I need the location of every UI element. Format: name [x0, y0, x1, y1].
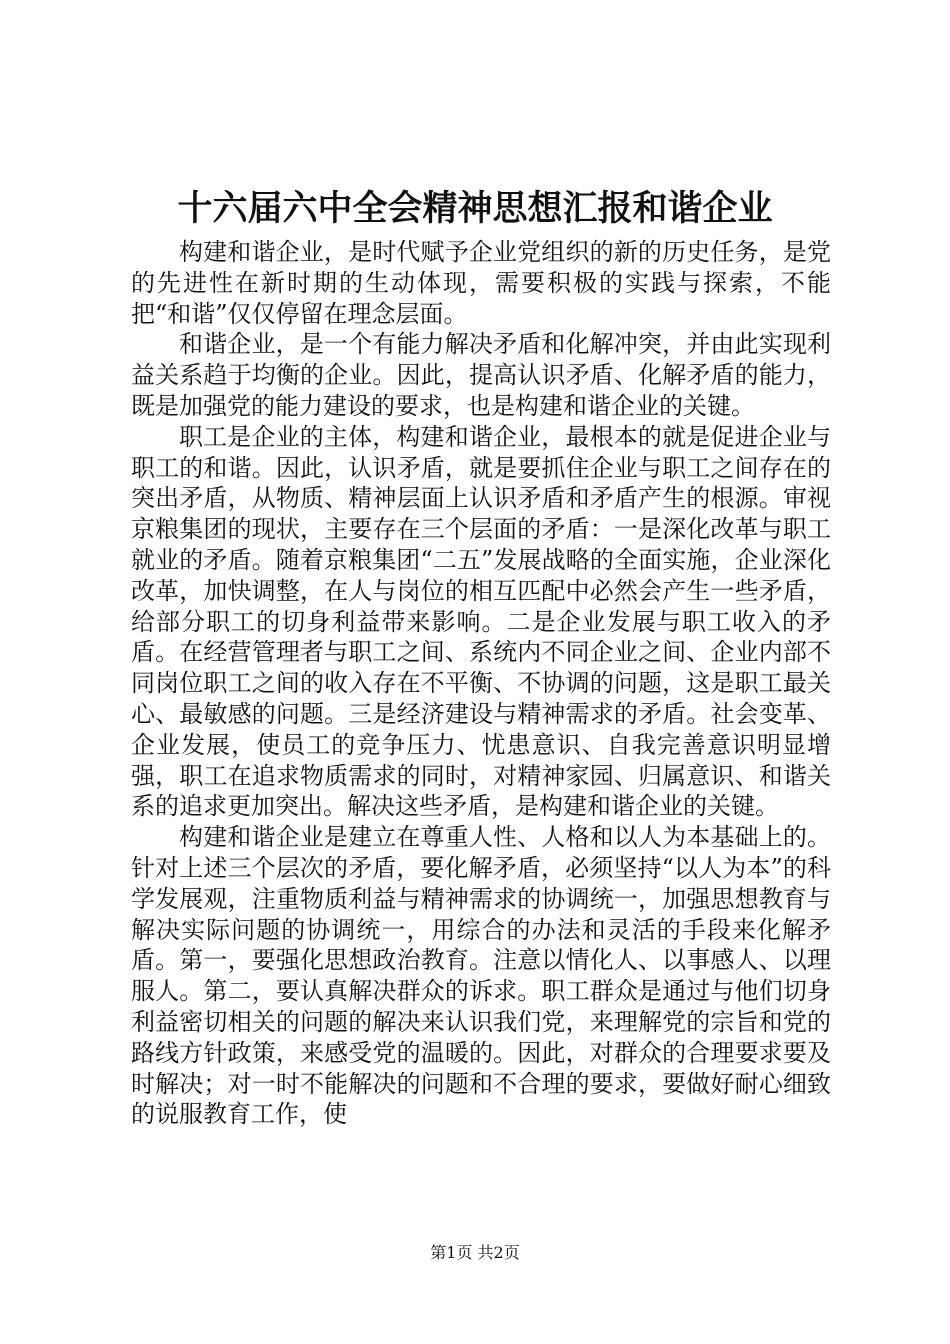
- document-title: 十六届六中全会精神思想汇报和谐企业: [177, 188, 773, 229]
- page-number: 第1页 共2页: [430, 1243, 520, 1262]
- paragraph-2: 和谐企业，是一个有能力解决矛盾和化解冲突，并由此实现利益关系趋于均衡的企业。因此，提高认识矛盾、化解矛盾的能力，既是加强党的能力建设的要求，也是构建和谐企业的关键。: [131, 330, 831, 420]
- paragraph-3: 职工是企业的主体，构建和谐企业，最根本的就是促进企业与职工的和谐。因此，认识矛盾，就是要抓住企业与职工之间存在的突出矛盾，从物质、精神层面上认识矛盾和矛盾产生的根源。审视京粮集团的现状，主要存在三个层面的矛盾：一是深化改革与职工就业的矛盾。随着京粮集团“二五”发展战略的全面实施，企业深化改革，加快调整，在人与岗位的相互匹配中必然会产生一些矛盾，给部分职工的切身利益带来影响。二是企业发展与职工收入的矛盾。在经营管理者与职工之间、系统内不同企业之间、企业内部不同岗位职工之间的收入存在不平衡、不协调的问题，这是职工最关心、最敏感的问题。三是经济建设与精神需求的矛盾。社会变革、企业发展，使员工的竞争压力、忧患意识、自我完善意识明显增强，职工在追求物质需求的同时，对精神家园、归属意识、和谐关系的追求更加突出。解决这些矛盾，是构建和谐企业的关键。: [131, 422, 831, 821]
- paragraph-4: 构建和谐企业是建立在尊重人性、人格和以人为本基础上的。针对上述三个层次的矛盾，要化解矛盾，必须坚持“以人为本”的科学发展观，注重物质利益与精神需求的协调统一，加强思想教育与解决实际问题的协调统一，用综合的办法和灵活的手段来化解矛盾。第一，要强化思想政治教育。注意以情化人、以事感人、以理服人。第二，要认真解决群众的诉求。职工群众是通过与他们切身利益密切相关的问题的解决来认识我们党，来理解党的宗旨和党的路线方针政策，来感受党的温暖的。因此，对群众的合理要求要及时解决；对一时不能解决的问题和不合理的要求，要做好耐心细致的说服教育工作，使: [131, 823, 831, 1129]
- document-body: [131, 237, 831, 1130]
- paragraph-1: 构建和谐企业，是时代赋予企业党组织的新的历史任务，是党的先进性在新时期的生动体现，需要积极的实践与探索，不能把“和谐”仅仅停留在理念层面。: [131, 238, 831, 328]
